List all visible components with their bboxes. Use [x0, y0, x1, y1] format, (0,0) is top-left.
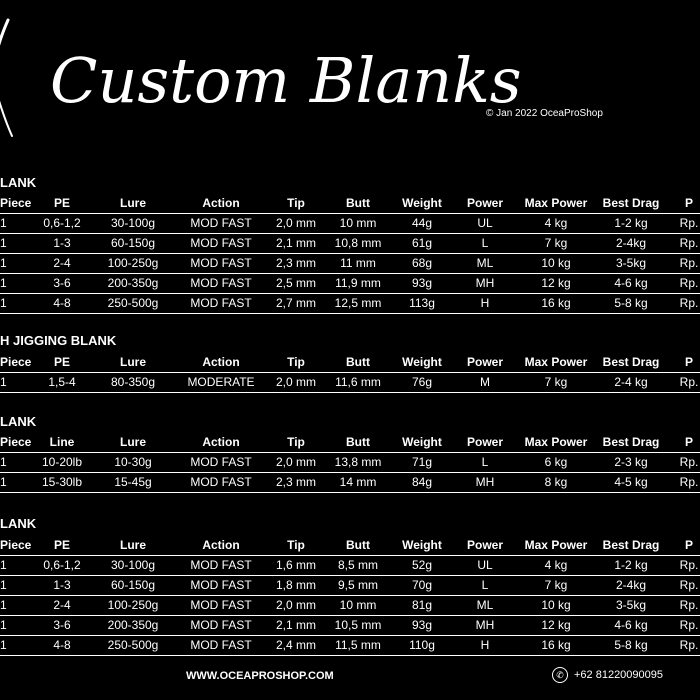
table-cell: 11,6 mm: [335, 375, 381, 389]
table-row: [0, 616, 700, 636]
table-cell: 1: [0, 618, 7, 632]
column-header: Lure: [119, 435, 146, 449]
table-cell: ML: [476, 256, 494, 270]
column-header: P: [684, 196, 693, 210]
column-header: Best Drag: [602, 355, 660, 369]
table-cell: 3-6: [53, 276, 71, 290]
table-cell: 10-20lb: [41, 455, 83, 469]
table-cell: 16 kg: [541, 296, 571, 310]
table-cell: 1: [0, 558, 7, 572]
table-cell: MH: [475, 618, 495, 632]
table-cell: 6 kg: [544, 455, 568, 469]
table-cell: 4-5 kg: [614, 475, 648, 489]
table-cell: Rp.: [679, 276, 699, 290]
table-cell: 15-30lb: [41, 475, 83, 489]
table-cell: 1: [0, 375, 7, 389]
column-header: Lure: [119, 196, 146, 210]
column-header: Weight: [402, 196, 442, 210]
table-cell: 200-350g: [107, 276, 159, 290]
table-cell: 4 kg: [544, 558, 568, 572]
table-cell: 61g: [411, 236, 433, 250]
column-header: Piece: [0, 355, 32, 369]
table-cell: 1-3: [53, 236, 71, 250]
table-row: [0, 556, 700, 576]
table-header-row: [0, 432, 700, 453]
column-header: Butt: [346, 435, 370, 449]
table-cell: 2,1 mm: [275, 618, 316, 632]
table-row: [0, 473, 700, 493]
footer-phone[interactable]: [552, 667, 663, 683]
table-cell: 2,5 mm: [275, 276, 316, 290]
column-header: Lure: [119, 538, 146, 552]
table-header-row: [0, 352, 700, 373]
table-row: [0, 214, 700, 234]
table-cell: MOD FAST: [190, 296, 252, 310]
column-header: Max Power: [524, 435, 588, 449]
column-header: Max Power: [524, 196, 588, 210]
table-row: [0, 576, 700, 596]
spec-table: [0, 352, 700, 393]
table-cell: 7 kg: [544, 375, 568, 389]
column-header: Action: [202, 196, 240, 210]
table-cell: 0,6-1,2: [43, 216, 81, 230]
brand-swoosh-logo: [0, 18, 30, 138]
spec-table: [0, 432, 700, 493]
column-header: Power: [466, 355, 503, 369]
table-cell: MOD FAST: [190, 558, 252, 572]
table-cell: MOD FAST: [190, 256, 252, 270]
table-cell: 250-500g: [107, 638, 159, 652]
column-header: PE: [53, 355, 70, 369]
table-cell: 10,8 mm: [334, 236, 382, 250]
table-row: [0, 453, 700, 473]
table-cell: 71g: [411, 455, 433, 469]
table-row: [0, 596, 700, 616]
table-cell: 84g: [411, 475, 433, 489]
table-cell: 16 kg: [541, 638, 571, 652]
column-header: Tip: [287, 435, 305, 449]
table-cell: 1,6 mm: [275, 558, 316, 572]
table-cell: 0,6-1,2: [43, 558, 81, 572]
table-row: [0, 373, 700, 393]
table-cell: M: [480, 375, 490, 389]
table-cell: 44g: [411, 216, 433, 230]
table-cell: MOD FAST: [190, 276, 252, 290]
table-cell: 2,7 mm: [275, 296, 316, 310]
table-cell: 8 kg: [544, 475, 568, 489]
column-header: Max Power: [524, 355, 588, 369]
table-row: [0, 234, 700, 254]
table-cell: MOD FAST: [190, 578, 252, 592]
column-header: Max Power: [524, 538, 588, 552]
table-cell: 60-150g: [110, 578, 156, 592]
table-cell: 5-8 kg: [614, 638, 648, 652]
column-header: Weight: [402, 355, 442, 369]
table-cell: MOD FAST: [190, 638, 252, 652]
table-cell: 10-30g: [114, 455, 152, 469]
table-cell: 1: [0, 638, 7, 652]
table-cell: 2-4kg: [615, 578, 647, 592]
table-cell: 93g: [411, 618, 433, 632]
table-cell: 1: [0, 455, 7, 469]
table-cell: Rp.: [679, 598, 699, 612]
table-cell: 4-8: [53, 296, 71, 310]
table-cell: 2-4 kg: [614, 375, 648, 389]
table-cell: 70g: [411, 578, 433, 592]
table-cell: Rp.: [679, 375, 699, 389]
column-header: Butt: [346, 538, 370, 552]
footer-phone-number: +62 81220090095: [574, 669, 664, 681]
table-cell: 2,1 mm: [275, 236, 316, 250]
table-cell: MODERATE: [187, 375, 255, 389]
table-cell: Rp.: [679, 618, 699, 632]
column-header: Tip: [287, 355, 305, 369]
table-cell: 4-6 kg: [614, 276, 648, 290]
column-header: Piece: [0, 196, 32, 210]
table-cell: 10 mm: [339, 216, 377, 230]
column-header: Lure: [119, 355, 146, 369]
column-header: Line: [49, 435, 75, 449]
table-cell: ML: [476, 598, 494, 612]
table-cell: UL: [477, 558, 493, 572]
table-cell: 113g: [409, 296, 435, 310]
table-cell: 2,0 mm: [275, 455, 316, 469]
table-cell: 93g: [411, 276, 433, 290]
table-cell: 10 kg: [541, 598, 571, 612]
table-cell: 1-2 kg: [614, 558, 648, 572]
table-cell: 10 kg: [541, 256, 571, 270]
table-cell: 30-100g: [110, 216, 156, 230]
table-cell: L: [481, 455, 489, 469]
table-cell: MOD FAST: [190, 216, 252, 230]
table-cell: 2-4: [53, 256, 71, 270]
table-cell: 200-350g: [107, 618, 159, 632]
table-cell: MH: [475, 475, 495, 489]
table-cell: 2,0 mm: [275, 216, 316, 230]
table-cell: 3-5kg: [615, 598, 647, 612]
table-cell: Rp.: [679, 578, 699, 592]
table-cell: 1,8 mm: [275, 578, 316, 592]
table-cell: 7 kg: [544, 578, 568, 592]
column-header: Power: [466, 435, 503, 449]
table-cell: 30-100g: [110, 558, 156, 572]
table-cell: 1-2 kg: [614, 216, 648, 230]
table-row: [0, 294, 700, 314]
table-cell: 2,0 mm: [275, 375, 316, 389]
table-cell: H: [480, 638, 490, 652]
table-cell: 1: [0, 296, 7, 310]
table-cell: 11 mm: [340, 256, 376, 270]
column-header: PE: [53, 538, 70, 552]
table-cell: 15-45g: [114, 475, 152, 489]
table-cell: 2-4kg: [615, 236, 647, 250]
table-cell: MOD FAST: [190, 598, 252, 612]
table-cell: 1,5-4: [48, 375, 76, 389]
section-title: H JIGGING BLANK: [0, 333, 117, 348]
table-cell: MOD FAST: [190, 236, 252, 250]
table-cell: 13,8 mm: [334, 455, 382, 469]
table-cell: 1: [0, 475, 7, 489]
table-cell: MOD FAST: [190, 618, 252, 632]
table-cell: 76g: [411, 375, 433, 389]
section-title: LANK: [0, 516, 37, 531]
table-cell: MOD FAST: [190, 475, 252, 489]
column-header: Piece: [0, 538, 32, 552]
copyright-note: © Jan 2022 OceaProShop: [486, 108, 603, 119]
column-header: Weight: [402, 538, 442, 552]
table-header-row: [0, 193, 700, 214]
table-cell: 11,9 mm: [335, 276, 381, 290]
column-header: Power: [466, 538, 503, 552]
spec-table: [0, 193, 700, 314]
table-cell: 60-150g: [110, 236, 156, 250]
table-cell: 2,4 mm: [275, 638, 316, 652]
column-header: Action: [202, 355, 240, 369]
table-cell: 2,3 mm: [275, 475, 316, 489]
table-cell: Rp.: [679, 256, 699, 270]
table-cell: 5-8 kg: [614, 296, 648, 310]
column-header: P: [684, 355, 693, 369]
svg-text:Custom Blanks: Custom Blanks: [50, 44, 522, 117]
table-cell: 81g: [411, 598, 433, 612]
table-cell: 10,5 mm: [334, 618, 382, 632]
footer-website-link[interactable]: WWW.OCEAPROSHOP.COM: [186, 670, 334, 682]
column-header: P: [684, 538, 693, 552]
table-cell: Rp.: [679, 216, 699, 230]
table-cell: 1-3: [53, 578, 71, 592]
table-cell: 110g: [409, 638, 435, 652]
table-cell: 2,0 mm: [275, 598, 316, 612]
table-cell: H: [480, 296, 490, 310]
table-row: [0, 254, 700, 274]
table-cell: 2-3 kg: [614, 455, 648, 469]
table-cell: 12,5 mm: [334, 296, 382, 310]
table-cell: 10 mm: [339, 598, 377, 612]
table-cell: 100-250g: [107, 598, 159, 612]
table-cell: 3-6: [53, 618, 71, 632]
table-cell: L: [481, 236, 489, 250]
column-header: Action: [202, 435, 240, 449]
column-header: P: [684, 435, 693, 449]
section-title: LANK: [0, 414, 37, 429]
column-header: Power: [466, 196, 503, 210]
table-cell: Rp.: [679, 236, 699, 250]
table-header-row: [0, 535, 700, 556]
column-header: Action: [202, 538, 240, 552]
table-cell: 12 kg: [541, 618, 571, 632]
whatsapp-icon: ✆: [552, 667, 568, 683]
column-header: Tip: [287, 196, 305, 210]
table-cell: 68g: [411, 256, 433, 270]
column-header: Piece: [0, 435, 32, 449]
table-cell: 4 kg: [544, 216, 568, 230]
table-row: [0, 636, 700, 656]
table-cell: 250-500g: [107, 296, 159, 310]
section-title: LANK: [0, 175, 37, 190]
table-cell: 4-6 kg: [614, 618, 648, 632]
column-header: Best Drag: [602, 538, 660, 552]
column-header: Best Drag: [602, 196, 660, 210]
table-cell: 1: [0, 216, 7, 230]
table-cell: 2-4: [53, 598, 71, 612]
table-cell: UL: [477, 216, 493, 230]
table-cell: 100-250g: [107, 256, 159, 270]
column-header: Butt: [346, 355, 370, 369]
column-header: PE: [53, 196, 70, 210]
spec-table: [0, 535, 700, 656]
table-cell: 3-5kg: [615, 256, 647, 270]
table-cell: 11,5 mm: [335, 638, 381, 652]
table-cell: MOD FAST: [190, 455, 252, 469]
table-cell: Rp.: [679, 558, 699, 572]
column-header: Butt: [346, 196, 370, 210]
table-cell: MH: [475, 276, 495, 290]
table-cell: 1: [0, 276, 7, 290]
table-cell: 80-350g: [110, 375, 156, 389]
table-cell: 1: [0, 256, 7, 270]
table-cell: Rp.: [679, 296, 699, 310]
table-cell: 52g: [411, 558, 433, 572]
table-cell: 8,5 mm: [337, 558, 378, 572]
table-cell: Rp.: [679, 638, 699, 652]
table-cell: Rp.: [679, 455, 699, 469]
column-header: Weight: [402, 435, 442, 449]
table-row: [0, 274, 700, 294]
table-cell: L: [481, 578, 489, 592]
column-header: Tip: [287, 538, 305, 552]
table-cell: 1: [0, 598, 7, 612]
table-cell: Rp.: [679, 475, 699, 489]
table-cell: 9,5 mm: [337, 578, 378, 592]
table-cell: 1: [0, 578, 7, 592]
table-cell: 12 kg: [541, 276, 571, 290]
table-cell: 14 mm: [339, 475, 377, 489]
table-cell: 4-8: [53, 638, 71, 652]
column-header: Best Drag: [602, 435, 660, 449]
table-cell: 2,3 mm: [275, 256, 316, 270]
table-cell: 1: [0, 236, 7, 250]
table-cell: 7 kg: [544, 236, 568, 250]
